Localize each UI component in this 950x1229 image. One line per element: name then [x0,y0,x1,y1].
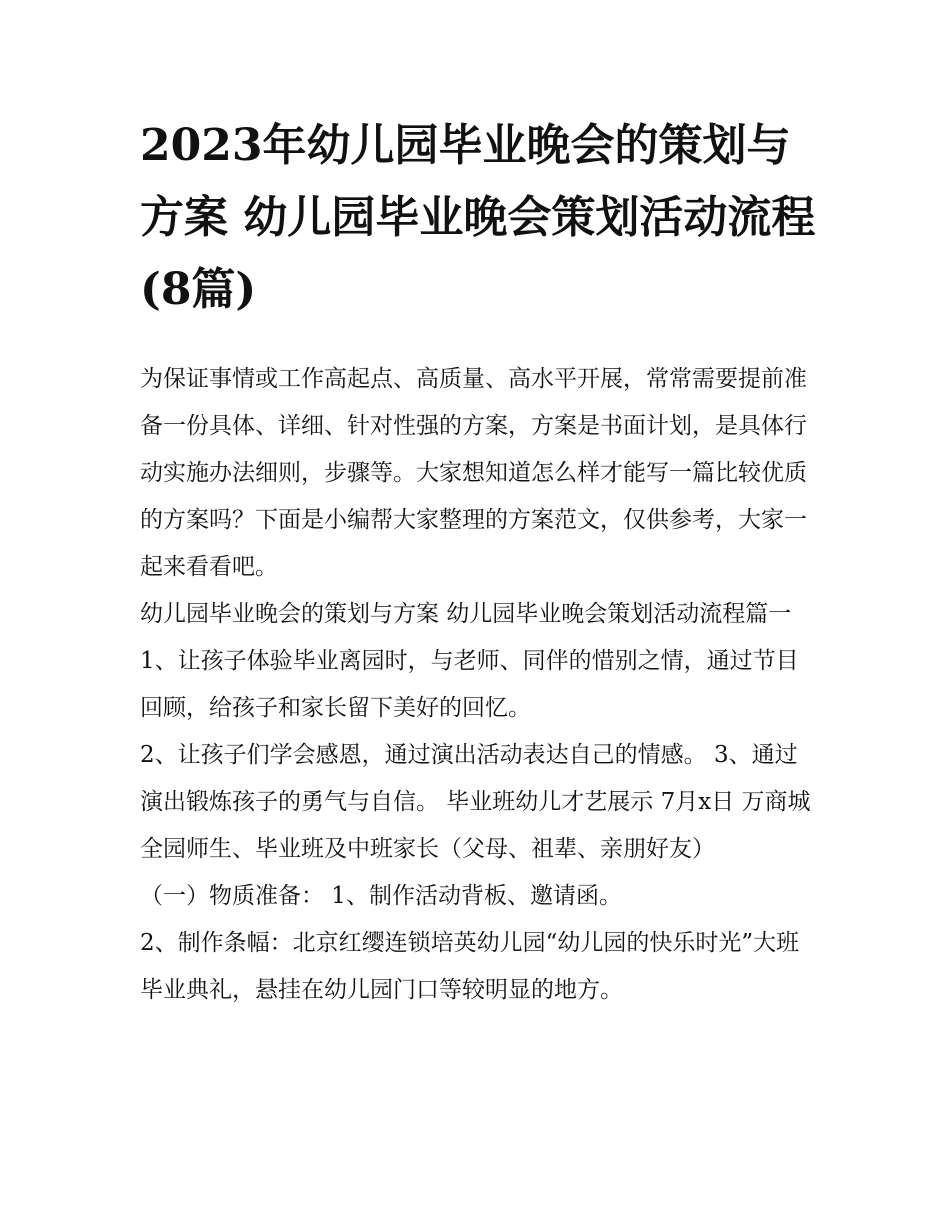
material-prep-paragraph: （一）物质准备： 1、制作活动背板、邀请函。 [140,883,622,909]
section-heading-paragraph: 幼儿园毕业晚会的策划与方案 幼儿园毕业晚会策划活动流程篇一1、让孩子体验毕业离园时，与老师、同伴的惜别之情，通过节目回顾，给孩子和家长留下美好的回忆。 [140,601,799,721]
intro-paragraph: 为保证事情或工作高起点、高质量、高水平开展，常常需要提前准备一份具体、详细、针对性强的方案，方案是书面计划，是具体行动实施办法细则，步骤等。大家想知道怎么样才能写一篇比较优质的方案吗？下面是小编帮大家整理的方案范文，仅供参考，大家一起来看看吧。 [140,366,807,580]
participants-paragraph: 全园师生、毕业班及中班家长（父母、祖辈、亲朋好友） [140,836,715,862]
goals-paragraph: 2、让孩子们学会感恩，通过演出活动表达自己的情感。 3、通过演出锻炼孩子的勇气与自信。 毕业班幼儿才艺展示 7月x日 万商城 [140,742,811,815]
document-title: 2023年幼儿园毕业晚会的策划与方案 幼儿园毕业晚会策划活动流程(8篇) [140,120,816,315]
document-body [140,356,815,1014]
banner-paragraph: 2、制作条幅：北京红缨连锁培英幼儿园“幼儿园的快乐时光”大班毕业典礼，悬挂在幼儿园门口等较明显的地方。 [140,930,800,1003]
